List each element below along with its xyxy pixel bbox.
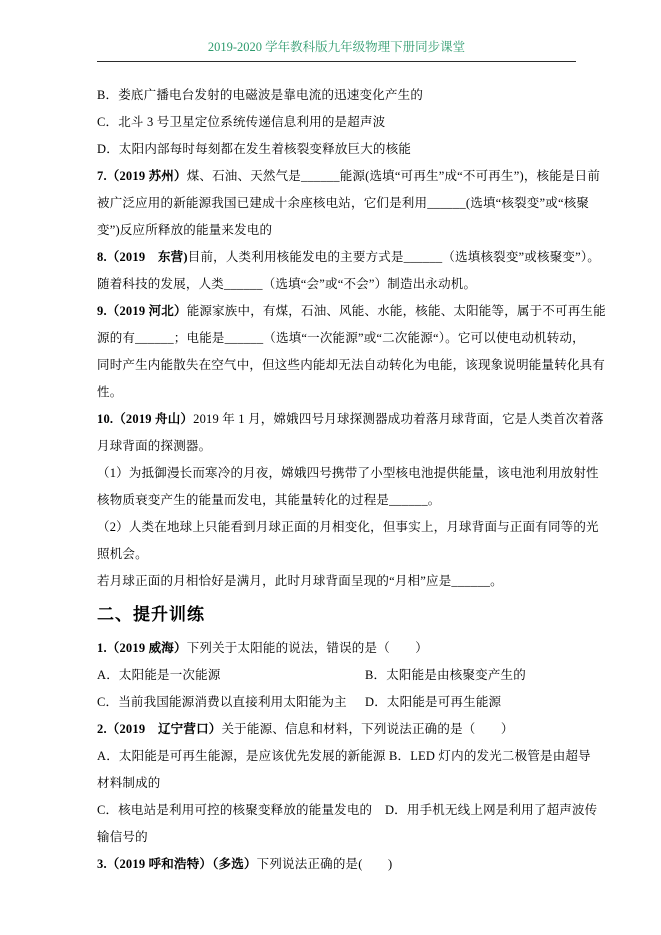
line-text: 输信号的: [97, 830, 148, 844]
text-line: [97, 689, 576, 716]
line-text: 变”)反应所释放的能量来发电的: [97, 223, 273, 237]
text-line: [97, 635, 576, 662]
line-text-col2: B．太阳能是由核聚变产生的: [365, 668, 526, 682]
text-line: [97, 406, 604, 433]
text-line: [97, 541, 576, 568]
line-text: 随着科技的发展，人类______（选填“会”或“不会”）制造出永动机。: [97, 277, 477, 291]
section-heading: [97, 597, 576, 633]
text-line: [97, 244, 600, 271]
line-text: （1）为抵御漫长而寒冷的月夜，嫦娥四号携带了小型核电池提供能量，该电池利用放射性: [97, 466, 599, 480]
text-line: [97, 824, 576, 851]
text-line: [97, 325, 585, 352]
text-line: [97, 716, 576, 743]
text-line: [97, 568, 576, 595]
line-text: D．太阳内部每时每刻都在发生着核裂变释放巨大的核能: [97, 142, 412, 156]
text-line: [97, 298, 606, 325]
line-text: （2）人类在地球上只能看到月球正面的月相变化，但事实上，月球背面与正面有同等的光: [97, 520, 599, 534]
line-text: 源的有______；电能是______（选填“一次能源”或“二次能源“）。它可以使电动机转动，: [97, 331, 585, 345]
line-text: 关于能源、信息和材料，下列说法正确的是（ ）: [221, 722, 514, 736]
line-text: 2019 年 1 月，嫦娥四号月球探测器成功着落月球背面，它是人类首次着落: [193, 412, 604, 426]
question-label: 10.（2019 舟山）: [97, 412, 194, 426]
line-text: 下列关于太阳能的说法，错误的是（ ）: [186, 641, 429, 655]
text-line: [97, 163, 601, 190]
line-text: 被广泛应用的新能源我国已建成十余座核电站，它们是利用______(选填“核裂变”或“核聚: [97, 196, 590, 210]
text-line: [97, 797, 598, 824]
text-line: [97, 487, 576, 514]
text-line: [97, 379, 576, 406]
text-line: [97, 217, 576, 244]
text-line: [97, 433, 576, 460]
line-text: C．北斗 3 号卫星定位系统传递信息利用的是超声波: [97, 115, 386, 129]
line-text: 同时产生内能散失在空气中，但这些内能却无法自动转化为电能，该现象说明能量转化具有: [97, 358, 606, 372]
line-text: 若月球正面的月相恰好是满月，此时月球背面呈现的“月相”应是______。: [97, 574, 503, 588]
question-label: 1.（2019 威海）: [97, 641, 187, 655]
line-text: A．太阳能是可再生能源，是应该优先发展的新能源 B．LED 灯内的发光二极管是由超导: [97, 749, 591, 763]
text-line: [97, 743, 591, 770]
line-text: 能源家族中，有煤，石油、风能、水能，核能、太阳能等，属于不可再生能: [186, 304, 606, 318]
line-text: 月球背面的探测器。: [97, 439, 212, 453]
question-label: 9.（2019 河北）: [97, 304, 187, 318]
line-text: 目前，人类利用核能发电的主要方式是______（选填核裂变”或核聚变”）。: [187, 250, 600, 264]
question-label: 2.（2019 辽宁营口）: [97, 722, 222, 736]
line-text: C．核电站是利用可控的核聚变释放的能量发电的 D．用手机无线上网是利用了超声波传: [97, 803, 598, 817]
document-body: [97, 82, 606, 878]
line-text: 煤、石油、天然气是______能源(选填“可再生”成“不可再生”)，核能是日前: [186, 169, 601, 183]
line-text: B．娄底广播电台发射的电磁波是靠电流的迅速变化产生的: [97, 88, 424, 102]
question-label: 3.（2019 呼和浩特）（多选）: [97, 857, 257, 871]
line-text: 材料制成的: [97, 776, 161, 790]
text-line: [97, 136, 576, 163]
line-text-col2: D．太阳能是可再生能源: [365, 695, 502, 709]
text-line: [97, 851, 576, 878]
line-text: 照机会。: [97, 547, 148, 561]
page-header: [97, 38, 576, 62]
header-title: 2019-2020 学年教科版九年级物理下册同步课堂: [207, 40, 466, 54]
text-line: [97, 514, 599, 541]
text-line: [97, 662, 576, 689]
line-text: 二、提升训练: [97, 605, 205, 624]
text-line: [97, 352, 606, 379]
question-label: 7.（2019 苏州）: [97, 169, 187, 183]
line-text: 下列说法正确的是( ): [256, 857, 393, 871]
question-label: 8.（2019 东营): [97, 250, 188, 264]
line-text: 核物质衰变产生的能量而发电，其能量转化的过程是______。: [97, 493, 441, 507]
text-line: [97, 460, 599, 487]
text-line: [97, 82, 576, 109]
line-text: 性。: [97, 385, 123, 399]
text-line: [97, 109, 576, 136]
text-line: [97, 770, 576, 797]
text-line: [97, 271, 576, 298]
line-text: C．当前我国能源消费以直接利用太阳能为主: [97, 695, 347, 709]
line-text: A．太阳能是一次能源: [97, 668, 221, 682]
text-line: [97, 190, 590, 217]
